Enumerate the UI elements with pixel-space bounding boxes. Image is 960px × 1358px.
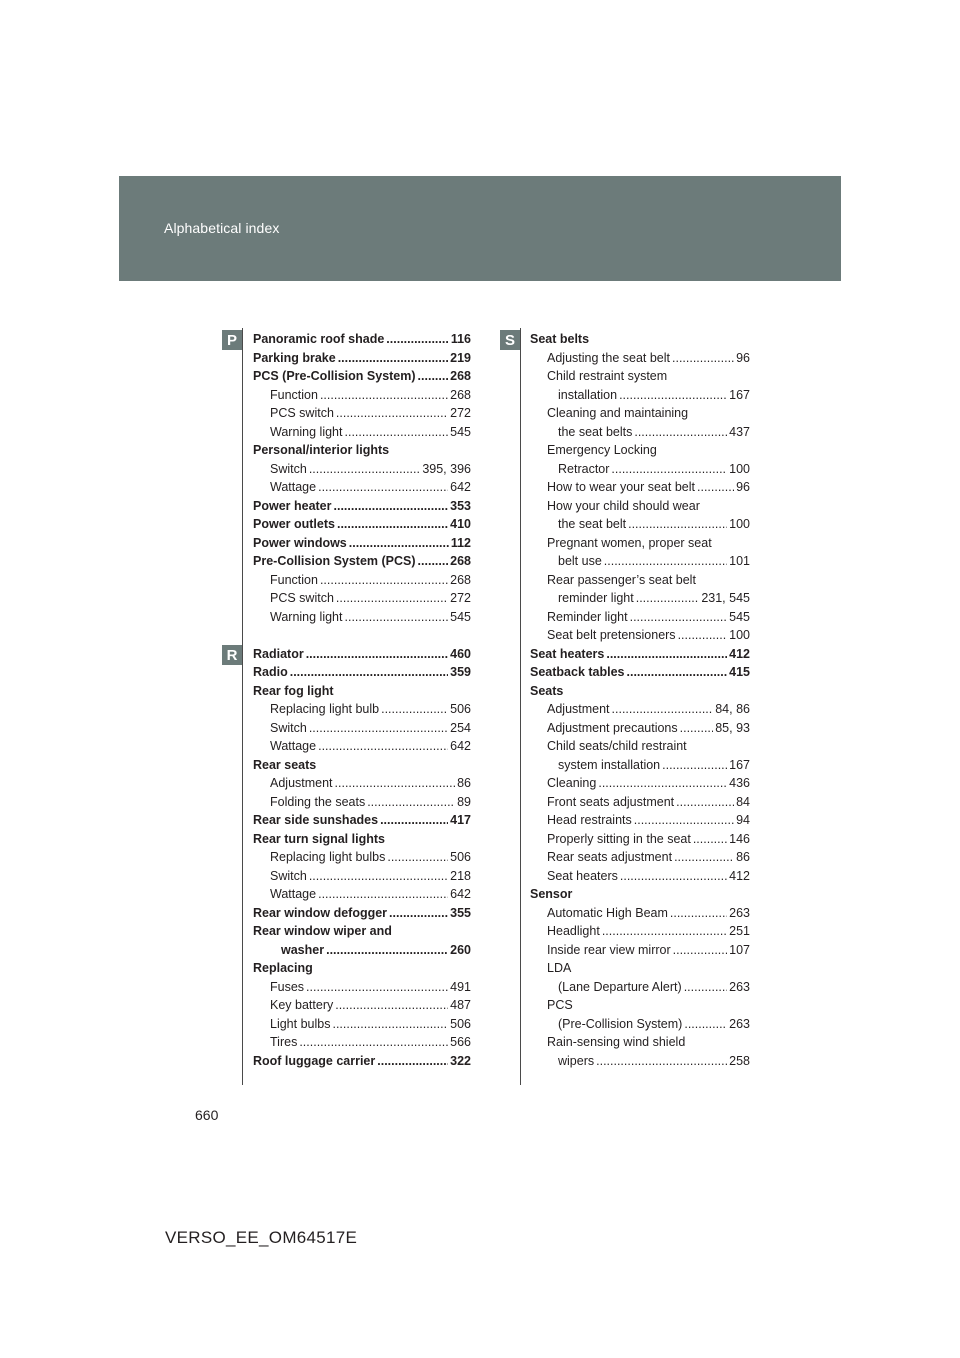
index-entry — [253, 774, 471, 793]
page-reference: 353 — [450, 498, 471, 513]
index-term: Front seats adjustment — [547, 794, 675, 809]
index-term: Retractor — [558, 461, 610, 476]
index-term: LDA — [547, 961, 572, 975]
index-entry — [253, 552, 471, 571]
index-term: Rear window defogger — [253, 905, 388, 920]
dot-leader — [672, 349, 734, 368]
page-reference: 642 — [450, 739, 471, 753]
index-term: Rear passenger’s seat belt — [547, 572, 696, 587]
index-term: system installation — [558, 757, 661, 772]
index-term: Cleaning and maintaining — [547, 406, 689, 420]
index-term: Panoramic roof shade — [253, 332, 385, 346]
index-term: Power windows — [253, 535, 347, 550]
page-reference: 94 — [736, 813, 750, 827]
index-entry — [530, 386, 750, 405]
index-entry — [253, 663, 471, 682]
index-entry — [530, 478, 750, 497]
index-term: Seat belts — [530, 332, 590, 346]
page-reference: 251 — [729, 924, 750, 938]
index-term: Headlight — [547, 924, 600, 938]
index-term: Key battery — [270, 998, 334, 1012]
dot-leader — [619, 386, 727, 405]
dot-leader — [309, 460, 421, 479]
dot-leader — [693, 830, 727, 849]
dot-leader — [335, 996, 448, 1015]
page-reference: 260 — [450, 942, 471, 957]
page-reference: 322 — [450, 1053, 471, 1068]
index-term: Pre-Collision System (PCS) — [253, 554, 416, 568]
index-entry — [253, 867, 471, 886]
dot-leader — [306, 978, 448, 997]
document-code: VERSO_EE_OM64517E — [165, 1228, 358, 1247]
page-reference: 167 — [729, 387, 750, 402]
index-term: Radio — [253, 665, 288, 679]
page-reference: 545 — [450, 609, 471, 624]
page-reference: 218 — [450, 868, 471, 883]
dot-leader — [611, 460, 727, 479]
letter-tab-p: P — [222, 330, 242, 350]
dot-leader — [306, 645, 448, 664]
dot-leader — [620, 867, 727, 886]
index-term: Function — [270, 387, 318, 402]
page-reference: 417 — [450, 813, 471, 827]
index-entry — [253, 737, 471, 756]
dot-leader — [634, 423, 727, 442]
index-term: Switch — [270, 720, 307, 735]
index-term: Seats — [530, 683, 564, 698]
index-term: How your child should wear — [547, 498, 700, 513]
index-entry — [530, 608, 750, 627]
dot-leader — [627, 663, 728, 682]
index-term: Rear side sunshades — [253, 813, 379, 827]
page-reference: 410 — [450, 517, 471, 531]
page-reference: 231, 545 — [701, 591, 750, 605]
index-entry — [253, 423, 471, 442]
index-entry — [530, 515, 750, 534]
page-reference: 96 — [736, 350, 750, 365]
index-entry — [530, 959, 750, 978]
page-reference: 412 — [729, 868, 750, 883]
dot-leader — [377, 1052, 448, 1071]
dot-leader — [387, 848, 448, 867]
index-entry — [253, 941, 471, 960]
index-term: Inside rear view mirror — [547, 942, 671, 957]
page-reference: 84, 86 — [715, 702, 750, 716]
index-entry — [530, 404, 750, 423]
page-reference: 86 — [457, 776, 471, 790]
index-term: Adjusting the seat belt — [547, 350, 670, 365]
page-reference: 86 — [736, 850, 750, 864]
index-entry — [530, 497, 750, 516]
dot-leader — [326, 941, 448, 960]
index-gap — [253, 626, 471, 645]
index-entry — [530, 552, 750, 571]
page-reference: 100 — [729, 517, 750, 531]
dot-leader — [634, 811, 734, 830]
section-header-bar — [119, 176, 841, 281]
page-reference: 263 — [729, 1016, 750, 1031]
index-entry — [530, 830, 750, 849]
index-term: (Pre-Collision System) — [558, 1016, 683, 1031]
page-reference: 167 — [729, 757, 750, 772]
index-term: Seat heaters — [547, 868, 618, 883]
index-entry — [253, 700, 471, 719]
index-entry — [530, 922, 750, 941]
dot-leader — [678, 626, 728, 645]
index-term: Reminder light — [547, 609, 628, 624]
index-term: Light bulbs — [270, 1016, 331, 1031]
dot-leader — [684, 1015, 727, 1034]
page-reference: 506 — [450, 850, 471, 864]
page-reference: 100 — [729, 628, 750, 642]
dot-leader — [332, 1015, 448, 1034]
page-reference: 116 — [450, 332, 471, 346]
index-term: Adjustment — [547, 702, 610, 716]
index-term: Fuses — [270, 979, 305, 994]
dot-leader — [418, 552, 449, 571]
index-term: PCS switch — [270, 406, 334, 420]
dot-leader — [662, 756, 727, 775]
index-term: the seat belts — [558, 424, 633, 439]
index-entry — [253, 515, 471, 534]
index-term: Folding the seats — [270, 794, 366, 809]
index-entry — [253, 367, 471, 386]
index-column-left — [253, 330, 471, 1070]
index-entry — [253, 904, 471, 923]
index-term: Cleaning — [547, 776, 597, 790]
page-reference: 112 — [450, 535, 471, 550]
index-term: Parking brake — [253, 350, 336, 365]
index-term: Adjustment — [270, 776, 333, 790]
index-term: installation — [558, 387, 618, 402]
dot-leader — [676, 793, 734, 812]
index-term: Rear seats — [253, 757, 317, 772]
index-term: (Lane Departure Alert) — [558, 979, 682, 994]
dot-leader — [367, 793, 455, 812]
index-term: Replacing light bulbs — [270, 850, 386, 864]
index-term: PCS switch — [270, 591, 334, 605]
index-term: Tires — [270, 1035, 298, 1049]
dot-leader — [674, 848, 734, 867]
index-entry — [253, 1052, 471, 1071]
index-term: Adjustment precautions — [547, 720, 678, 735]
page-reference: 268 — [450, 387, 471, 402]
index-entry — [253, 996, 471, 1015]
index-entry — [253, 811, 471, 830]
index-term: the seat belt — [558, 517, 627, 531]
dot-leader — [309, 719, 448, 738]
page-reference: 412 — [729, 646, 750, 661]
index-term: Properly sitting in the seat — [547, 831, 691, 846]
dot-leader — [684, 978, 727, 997]
page-reference: 487 — [450, 998, 471, 1012]
dot-leader — [320, 571, 448, 590]
index-entry — [530, 811, 750, 830]
index-entry — [253, 386, 471, 405]
index-entry — [253, 756, 471, 775]
page-reference: 545 — [729, 609, 750, 624]
dot-leader — [337, 515, 448, 534]
index-entry — [530, 460, 750, 479]
index-term: Personal/interior lights — [253, 443, 390, 457]
index-term: wipers — [558, 1053, 595, 1068]
dot-leader — [336, 404, 448, 423]
index-entry — [530, 1033, 750, 1052]
index-entry — [253, 349, 471, 368]
dot-leader — [697, 478, 734, 497]
index-term: Emergency Locking — [547, 443, 657, 457]
page-reference: 642 — [450, 480, 471, 494]
dot-leader — [389, 904, 448, 923]
index-entry — [530, 904, 750, 923]
index-term: Warning light — [270, 424, 343, 439]
index-entry — [253, 330, 471, 349]
index-entry — [530, 941, 750, 960]
dot-leader — [334, 497, 449, 516]
index-entry — [530, 1052, 750, 1071]
dot-leader — [345, 423, 449, 442]
dot-leader — [335, 774, 456, 793]
index-entry — [530, 423, 750, 442]
page-reference: 107 — [729, 942, 750, 957]
index-entry — [530, 534, 750, 553]
index-term: Wattage — [270, 480, 317, 494]
dot-leader — [670, 904, 727, 923]
index-entry — [253, 1033, 471, 1052]
index-entry — [530, 848, 750, 867]
index-term: PCS — [547, 998, 573, 1012]
dot-leader — [386, 330, 449, 349]
index-entry — [253, 793, 471, 812]
page-reference: 254 — [450, 720, 471, 735]
letter-tab-s: S — [500, 330, 520, 350]
index-entry — [253, 589, 471, 608]
dot-leader — [602, 922, 727, 941]
index-entry — [253, 830, 471, 849]
index-entry — [253, 497, 471, 516]
index-term: Wattage — [270, 739, 317, 753]
dot-leader — [338, 349, 448, 368]
dot-leader — [636, 589, 700, 608]
index-entry — [530, 663, 750, 682]
index-entry — [530, 367, 750, 386]
index-term: Child restraint system — [547, 369, 668, 383]
index-entry — [253, 478, 471, 497]
index-term: belt use — [558, 554, 602, 568]
index-entry — [530, 441, 750, 460]
page-reference: 436 — [729, 776, 750, 790]
dot-leader — [673, 941, 728, 960]
dot-leader — [336, 589, 448, 608]
index-term: Replacing light bulb — [270, 702, 380, 716]
page-reference: 395, 396 — [422, 461, 471, 476]
index-entry — [530, 885, 750, 904]
page-reference: 642 — [450, 887, 471, 901]
page-reference: 101 — [729, 554, 750, 568]
index-entry — [530, 626, 750, 645]
page-reference: 415 — [729, 665, 750, 679]
page-reference: 268 — [450, 554, 471, 568]
column-divider-right — [520, 328, 521, 1085]
index-entry — [530, 978, 750, 997]
index-term: PCS (Pre-Collision System) — [253, 369, 416, 383]
dot-leader — [380, 811, 448, 830]
index-entry — [253, 1015, 471, 1034]
dot-leader — [318, 737, 448, 756]
index-entry — [530, 774, 750, 793]
index-entry — [530, 330, 750, 349]
index-entry — [253, 404, 471, 423]
page-reference: 85, 93 — [715, 720, 750, 735]
index-entry — [530, 349, 750, 368]
dot-leader — [680, 719, 714, 738]
page-reference: 545 — [450, 424, 471, 439]
page-reference: 268 — [450, 369, 471, 383]
section-title: Alphabetical index — [164, 220, 280, 236]
index-term: Seat belt pretensioners — [547, 628, 676, 642]
page-reference: 268 — [450, 572, 471, 587]
index-term: Rear seats adjustment — [547, 850, 673, 864]
index-entry — [530, 1015, 750, 1034]
dot-leader — [606, 645, 727, 664]
index-entry — [530, 996, 750, 1015]
index-entry — [530, 719, 750, 738]
dot-leader — [318, 478, 448, 497]
index-entry — [530, 589, 750, 608]
page-reference: 359 — [450, 665, 471, 679]
dot-leader — [290, 663, 448, 682]
index-entry — [253, 885, 471, 904]
index-term: reminder light — [558, 591, 634, 605]
page-reference: 437 — [729, 424, 750, 439]
index-term: Replacing — [253, 961, 313, 975]
dot-leader — [612, 700, 714, 719]
dot-leader — [318, 885, 448, 904]
page-reference: 272 — [450, 406, 471, 420]
index-entry — [530, 571, 750, 590]
page-reference: 272 — [450, 591, 471, 605]
index-entry — [253, 608, 471, 627]
page-reference: 96 — [736, 480, 750, 494]
index-term: Power heater — [253, 498, 332, 513]
index-term: Rear turn signal lights — [253, 831, 385, 846]
index-entry — [530, 700, 750, 719]
letter-tab-r: R — [222, 645, 242, 665]
dot-leader — [309, 867, 448, 886]
index-term: Head restraints — [547, 813, 632, 827]
index-entry — [530, 756, 750, 775]
index-entry — [253, 441, 471, 460]
index-term: Sensor — [530, 887, 573, 901]
page-reference: 355 — [450, 905, 471, 920]
dot-leader — [598, 774, 727, 793]
page-reference: 146 — [729, 831, 750, 846]
index-entry — [530, 682, 750, 701]
page-number: 660 — [195, 1107, 219, 1123]
page-reference: 84 — [736, 794, 750, 809]
index-entry — [253, 460, 471, 479]
index-term: Automatic High Beam — [547, 905, 668, 920]
index-term: Child seats/child restraint — [547, 739, 687, 753]
dot-leader — [299, 1033, 448, 1052]
index-entry — [530, 737, 750, 756]
dot-leader — [345, 608, 449, 627]
index-term: Radiator — [253, 646, 304, 661]
page-reference: 506 — [450, 1016, 471, 1031]
page-reference: 263 — [729, 905, 750, 920]
page-reference: 263 — [729, 979, 750, 994]
index-term: Seatback tables — [530, 665, 625, 679]
index-entry — [253, 719, 471, 738]
index-term: Function — [270, 572, 318, 587]
index-term: Pregnant women, proper seat — [547, 535, 712, 550]
page-reference: 566 — [450, 1035, 471, 1049]
index-term: Warning light — [270, 609, 343, 624]
dot-leader — [630, 608, 728, 627]
index-entry — [530, 867, 750, 886]
page-reference: 258 — [729, 1053, 750, 1068]
index-entry — [530, 793, 750, 812]
page-reference: 100 — [729, 461, 750, 476]
dot-leader — [604, 552, 727, 571]
dot-leader — [628, 515, 727, 534]
index-entry — [253, 959, 471, 978]
dot-leader — [320, 386, 448, 405]
index-entry — [253, 978, 471, 997]
page-reference: 506 — [450, 702, 471, 716]
dot-leader — [418, 367, 449, 386]
dot-leader — [349, 534, 449, 553]
index-term: washer — [281, 942, 325, 957]
page-reference: 491 — [450, 979, 471, 994]
page-reference: 89 — [457, 794, 471, 809]
index-entry — [253, 571, 471, 590]
index-term: Rear window wiper and — [253, 924, 392, 938]
page-reference: 219 — [450, 350, 471, 365]
dot-leader — [596, 1052, 727, 1071]
index-term: How to wear your seat belt — [547, 480, 695, 494]
index-term: Power outlets — [253, 517, 335, 531]
index-term: Rain-sensing wind shield — [547, 1035, 686, 1049]
index-entry — [253, 682, 471, 701]
index-term: Seat heaters — [530, 646, 605, 661]
page-reference: 460 — [450, 646, 471, 661]
index-entry — [253, 922, 471, 941]
column-divider-left — [242, 328, 243, 1085]
index-entry — [253, 645, 471, 664]
index-entry — [253, 534, 471, 553]
dot-leader — [381, 700, 448, 719]
index-term: Switch — [270, 868, 307, 883]
index-entry — [530, 645, 750, 664]
index-term: Switch — [270, 461, 307, 476]
index-term: Wattage — [270, 887, 317, 901]
index-term: Roof luggage carrier — [253, 1053, 376, 1068]
index-entry — [253, 848, 471, 867]
index-column-right — [530, 330, 750, 1070]
index-term: Rear fog light — [253, 683, 334, 698]
